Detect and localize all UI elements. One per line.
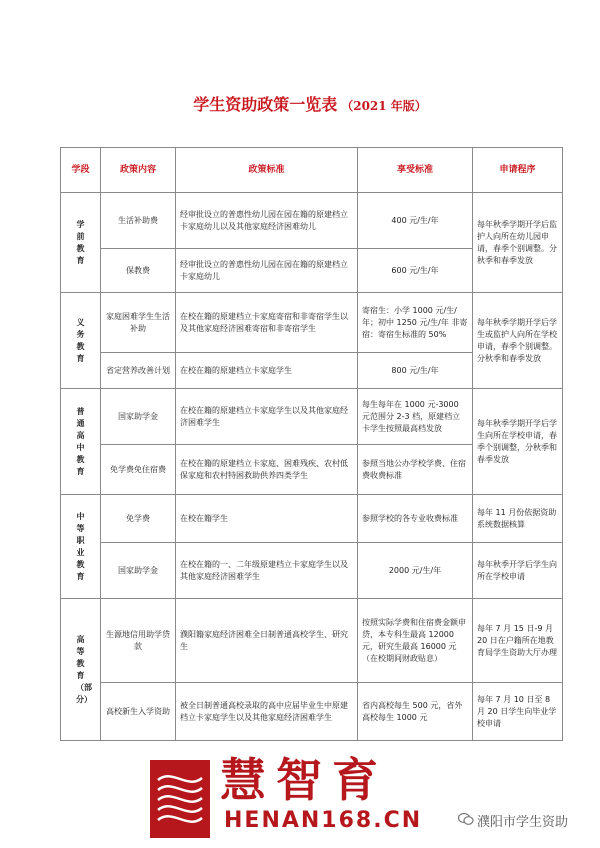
policy-amount: 400 元/生/年 (358, 193, 473, 249)
header-procedure: 申请程序 (473, 148, 563, 193)
policy-amount: 2000 元/生/年 (358, 543, 473, 599)
stage-compulsory: 义务教育 (61, 293, 101, 389)
policy-item: 国家助学金 (101, 543, 176, 599)
policy-standard: 在校在籍的原建档立卡家庭学生 (176, 353, 358, 389)
header-standard: 政策标准 (176, 148, 358, 193)
policy-standard: 在校在籍的一、二年级原建档立卡家庭学生以及其他家庭经济困难学生 (176, 543, 358, 599)
header-amount: 享受标准 (358, 148, 473, 193)
policy-amount: 参照学校的各专业收费标准 (358, 495, 473, 543)
policy-amount: 寄宿生：小学 1000 元/生/年；初中 1250 元/生/年 非寄宿：寄宿生标准的 50% (358, 293, 473, 353)
policy-standard: 在校在籍的原建档立卡家庭、困难残疾、农村低保家庭和农村特困救助供养四类学生 (176, 445, 358, 495)
wechat-account: 濮阳市学生资助 (477, 815, 569, 830)
stage-preschool: 学前教育 (61, 193, 101, 293)
policy-item: 生源地信用助学贷款 (101, 599, 176, 683)
policy-item: 免学费免住宿费 (101, 445, 176, 495)
policy-item: 家庭困难学生生活补助 (101, 293, 176, 353)
policy-amount: 每生每年在 1000 元-3000 元范围分 2-3 档，原建档立卡学生按照最高档发放 (358, 389, 473, 445)
stage-highschool: 普通高中教育 (61, 389, 101, 495)
policy-amount: 600 元/生/年 (358, 249, 473, 293)
brand-url: HENAN168.CN (224, 808, 423, 833)
policy-procedure: 每年 11 月份依据资助系统数据核算 (473, 495, 563, 543)
policy-item: 高校新生入学资助 (101, 683, 176, 741)
header-content: 政策内容 (101, 148, 176, 193)
policy-standard: 经审批设立的普惠性幼儿园在园在籍的原建档立卡家庭幼儿 (176, 249, 358, 293)
page-title (120, 92, 500, 118)
table-header-row (61, 148, 563, 193)
policy-procedure: 每年秋季学期开学后学生或监护人向所在学校申请，春季个别调整。分秋季和春季发放 (473, 293, 563, 389)
policy-amount: 省内高校每生 500 元，省外高校每生 1000 元 (358, 683, 473, 741)
policy-amount: 参照当地公办学校学费、住宿费收费标准 (358, 445, 473, 495)
policy-standard: 在校在籍的原建档立卡家庭寄宿和非寄宿学生以及其他家庭经济困难寄宿和非寄宿学生 (176, 293, 358, 353)
policy-amount: 800 元/生/年 (358, 353, 473, 389)
policy-standard: 在校在籍的原建档立卡家庭学生以及其他家庭经济困难学生 (176, 389, 358, 445)
stage-higher: 高等教育（部分） (61, 599, 101, 741)
table-row (61, 543, 563, 599)
policy-item: 保教费 (101, 249, 176, 293)
wechat-icon (458, 812, 474, 833)
policy-procedure: 每年 7 月 15 日-9 月 20 日在户籍所在地教育局学生资助大厅办理 (473, 599, 563, 683)
stage-vocational: 中等职业教育 (61, 495, 101, 599)
table-row (61, 293, 563, 353)
header-stage: 学段 (61, 148, 101, 193)
policy-standard: 濮阳籍家庭经济困难全日制普通高校学生、研究生 (176, 599, 358, 683)
policy-item: 免学费 (101, 495, 176, 543)
policy-table (60, 147, 563, 741)
brand-logo-icon (150, 760, 210, 838)
policy-standard: 在校在籍学生 (176, 495, 358, 543)
table-row (61, 389, 563, 445)
policy-standard: 被全日制普通高校录取的高中应届毕业生中原建档立卡家庭学生以及其他家庭经济困难学生 (176, 683, 358, 741)
policy-procedure: 每年 7 月 10 日至 8 月 20 日学生向毕业学校申请 (473, 683, 563, 741)
table-row (61, 193, 563, 249)
title-version: （2021 年版） (341, 99, 427, 113)
policy-procedure: 每年秋季学期开学后监护人向所在幼儿园申请，春季个别调整。分秋季和春季发放 (473, 193, 563, 293)
policy-standard: 经审批设立的普惠性幼儿园在园在籍的原建档立卡家庭幼儿以及其他家庭经济困难幼儿 (176, 193, 358, 249)
title-text: 学生资助政策一览表 (193, 95, 338, 114)
table-row (61, 683, 563, 741)
brand-name: 慧智育 (220, 753, 388, 807)
policy-procedure: 每年秋季学期开学后学生向所在学校申请，春季个别调整，分秋季和春季发放 (473, 389, 563, 495)
policy-procedure: 每年秋季开学后学生向所在学校申请 (473, 543, 563, 599)
wechat-watermark (458, 812, 598, 832)
table-row (61, 599, 563, 683)
policy-item: 省定营养改善计划 (101, 353, 176, 389)
policy-item: 国家助学金 (101, 389, 176, 445)
policy-item: 生活补助费 (101, 193, 176, 249)
table-row (61, 495, 563, 543)
policy-amount: 按照实际学费和住宿费金额申贷，本专科生最高 12000 元，研究生最高 16000 元（在校期间财政贴息） (358, 599, 473, 683)
